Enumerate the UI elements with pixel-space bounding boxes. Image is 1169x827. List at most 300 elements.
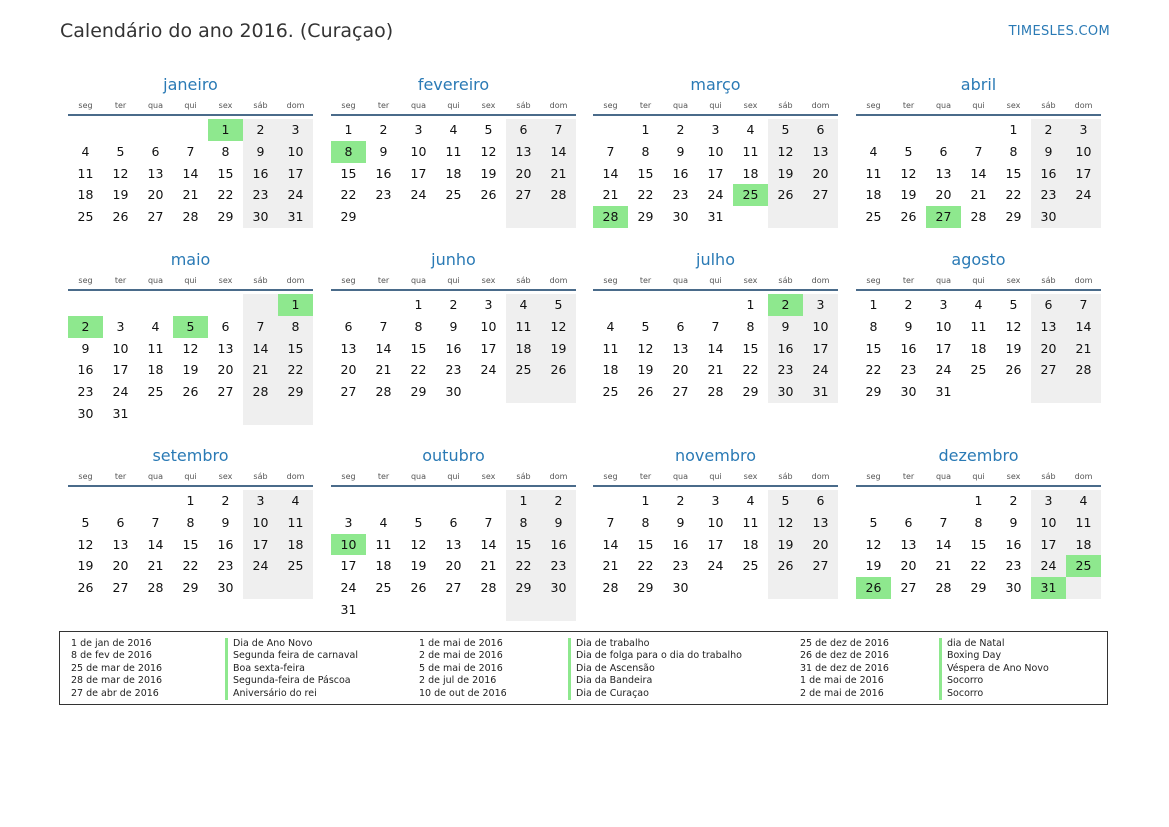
- day-cell: 15: [1005, 165, 1022, 181]
- legend-holiday-name: Véspera de Ano Novo: [947, 662, 1049, 674]
- day-cell: 7: [151, 514, 160, 530]
- empty-cell: [856, 119, 891, 141]
- day-cell: 22: [278, 359, 313, 381]
- day-cell: 15: [637, 536, 654, 552]
- month-abril: [856, 75, 1101, 228]
- legend-date: 8 de fev de 2016: [71, 650, 152, 662]
- empty-cell: [243, 294, 278, 316]
- day-cell: 11: [602, 340, 619, 356]
- empty-cell: [243, 577, 278, 599]
- weekday-label: ter: [114, 101, 127, 110]
- day-cell: 31: [707, 209, 724, 225]
- day-cell: 14: [707, 340, 724, 356]
- empty-cell: [628, 294, 663, 316]
- day-cell: 30: [1031, 206, 1066, 228]
- weekday-label: sex: [218, 276, 233, 285]
- day-cell: 30: [768, 381, 803, 403]
- day-cell: 27: [340, 384, 357, 400]
- day-cell: 3: [1066, 119, 1101, 141]
- empty-cell: [1066, 577, 1101, 599]
- site-link[interactable]: TIMESLES.COM: [1008, 24, 1110, 39]
- day-cell: 7: [379, 318, 388, 334]
- day-cell: 19: [768, 163, 803, 185]
- day-cell: 13: [900, 536, 917, 552]
- day-cell: 28: [147, 580, 164, 596]
- weekday-label: sáb: [516, 276, 531, 285]
- weekday-label: qui: [709, 101, 722, 110]
- day-cell: 10: [803, 316, 838, 338]
- weekday-label: dom: [1074, 276, 1093, 285]
- day-cell: 10: [707, 514, 724, 530]
- day-cell: 27: [672, 384, 689, 400]
- weekday-label: sáb: [516, 472, 531, 481]
- day-cell: 4: [606, 318, 615, 334]
- empty-cell: [856, 490, 891, 512]
- month-janeiro: [68, 75, 313, 228]
- month-name: novembro: [675, 446, 756, 465]
- day-cell: 25: [77, 209, 94, 225]
- day-cell: 3: [803, 294, 838, 316]
- day-cell: 20: [506, 163, 541, 185]
- weekday-label: seg: [866, 472, 881, 481]
- month-maio: [68, 250, 313, 425]
- day-cell: 9: [1009, 514, 1018, 530]
- day-cell: 19: [541, 338, 576, 360]
- day-cell: 16: [768, 338, 803, 360]
- day-cell: 15: [637, 165, 654, 181]
- weekday-label: sex: [481, 101, 496, 110]
- day-cell: 1: [414, 297, 423, 312]
- weekday-label: qui: [972, 276, 985, 285]
- month-março: [593, 75, 838, 228]
- day-cell: 8: [974, 514, 983, 530]
- day-cell: 14: [182, 165, 199, 181]
- weekday-label: qui: [709, 276, 722, 285]
- holiday-day: 2: [768, 294, 803, 316]
- empty-cell: [698, 294, 733, 316]
- empty-cell: [436, 599, 471, 621]
- empty-cell: [471, 490, 506, 512]
- day-cell: 29: [865, 384, 882, 400]
- weekday-label: qua: [410, 276, 427, 285]
- legend-names: [225, 638, 358, 700]
- weekday-label: ter: [902, 276, 915, 285]
- legend-holiday-name: Dia de trabalho: [576, 638, 650, 649]
- day-cell: 3: [116, 318, 125, 334]
- day-cell: 21: [243, 359, 278, 381]
- day-cell: 20: [935, 187, 952, 203]
- weekday-label: dom: [811, 276, 830, 285]
- legend-date: 25 de mar de 2016: [71, 662, 163, 674]
- day-cell: 20: [900, 558, 917, 574]
- day-cell: 23: [768, 359, 803, 381]
- day-cell: 12: [768, 141, 803, 163]
- weekday-header: [331, 99, 576, 116]
- day-cell: 9: [541, 512, 576, 534]
- weekday-label: dom: [286, 472, 305, 481]
- day-cell: 12: [77, 536, 94, 552]
- day-cell: 18: [445, 165, 462, 181]
- month-name: fevereiro: [417, 75, 490, 94]
- day-cell: 19: [77, 558, 94, 574]
- empty-cell: [891, 119, 926, 141]
- day-cell: 28: [182, 209, 199, 225]
- day-cell: 7: [711, 318, 720, 334]
- day-cell: 11: [375, 536, 392, 552]
- weekday-label: qui: [972, 101, 985, 110]
- day-cell: 8: [221, 143, 230, 159]
- empty-cell: [366, 206, 401, 228]
- day-cell: 9: [221, 514, 230, 530]
- day-cell: 29: [742, 384, 759, 400]
- empty-cell: [173, 294, 208, 316]
- holiday-day: 2: [68, 316, 103, 338]
- day-cell: 10: [410, 143, 427, 159]
- day-cell: 29: [1005, 209, 1022, 225]
- day-cell: 16: [375, 165, 392, 181]
- empty-cell: [436, 490, 471, 512]
- day-cell: 10: [243, 512, 278, 534]
- holiday-day: 28: [593, 206, 628, 228]
- day-cell: 27: [112, 580, 129, 596]
- holiday-day: 1: [278, 294, 313, 316]
- day-cell: 4: [974, 297, 983, 312]
- empty-cell: [506, 381, 541, 403]
- day-cell: 28: [1066, 359, 1101, 381]
- day-cell: 10: [1031, 512, 1066, 534]
- day-cell: 12: [865, 536, 882, 552]
- weekday-label: sáb: [1041, 276, 1056, 285]
- day-cell: 26: [480, 187, 497, 203]
- day-cell: 17: [935, 340, 952, 356]
- day-cell: 7: [243, 316, 278, 338]
- day-cell: 18: [742, 536, 759, 552]
- empty-cell: [506, 599, 541, 621]
- day-cell: 20: [1031, 338, 1066, 360]
- day-cell: 2: [449, 297, 458, 312]
- month-dezembro: [856, 446, 1101, 599]
- weekday-label: qua: [410, 472, 427, 481]
- weekday-label: seg: [78, 472, 93, 481]
- empty-cell: [768, 206, 803, 228]
- weekday-label: qua: [410, 101, 427, 110]
- day-cell: 15: [340, 165, 357, 181]
- day-cell: 30: [77, 405, 94, 421]
- empty-cell: [1066, 381, 1101, 403]
- legend-date: 1 de mai de 2016: [419, 638, 503, 649]
- legend-holiday-name: Aniversário do rei: [233, 687, 317, 699]
- day-cell: 27: [803, 555, 838, 577]
- legend-holiday-name: Dia de Ascensão: [576, 662, 655, 674]
- weekday-label: ter: [377, 101, 390, 110]
- day-cell: 27: [1031, 359, 1066, 381]
- day-cell: 5: [541, 294, 576, 316]
- day-cell: 17: [278, 163, 313, 185]
- day-cell: 28: [602, 580, 619, 596]
- day-cell: 18: [278, 534, 313, 556]
- day-cell: 6: [676, 318, 685, 334]
- weekday-label: dom: [549, 472, 568, 481]
- day-cell: 13: [803, 512, 838, 534]
- day-cell: 6: [803, 490, 838, 512]
- day-cell: 15: [742, 340, 759, 356]
- day-cell: 26: [410, 580, 427, 596]
- day-cell: 22: [865, 362, 882, 378]
- day-cell: 28: [970, 209, 987, 225]
- weekday-header: [593, 99, 838, 116]
- empty-cell: [68, 119, 103, 141]
- day-cell: 1: [1009, 122, 1018, 137]
- day-cell: 12: [637, 340, 654, 356]
- day-cell: 20: [147, 187, 164, 203]
- weekday-label: seg: [603, 276, 618, 285]
- day-cell: 25: [970, 362, 987, 378]
- day-cell: 16: [217, 536, 234, 552]
- weekday-label: sáb: [778, 276, 793, 285]
- day-cell: 15: [217, 165, 234, 181]
- day-cell: 11: [77, 165, 94, 181]
- day-cell: 15: [865, 340, 882, 356]
- legend-date: 31 de dez de 2016: [800, 662, 889, 674]
- day-cell: 29: [970, 580, 987, 596]
- day-cell: 29: [506, 577, 541, 599]
- day-cell: 12: [900, 165, 917, 181]
- holiday-day: 26: [856, 577, 891, 599]
- day-cell: 22: [637, 187, 654, 203]
- empty-cell: [471, 599, 506, 621]
- weekday-label: qui: [184, 101, 197, 110]
- legend-dates: [800, 638, 889, 700]
- day-cell: 19: [112, 187, 129, 203]
- day-cell: 8: [278, 316, 313, 338]
- weekday-label: seg: [866, 101, 881, 110]
- day-cell: 13: [217, 340, 234, 356]
- day-cell: 6: [803, 119, 838, 141]
- day-cell: 1: [344, 122, 353, 137]
- day-cell: 19: [900, 187, 917, 203]
- empty-cell: [138, 119, 173, 141]
- month-name: maio: [170, 250, 211, 269]
- empty-cell: [138, 294, 173, 316]
- weekday-label: dom: [1074, 472, 1093, 481]
- day-cell: 16: [672, 165, 689, 181]
- day-cell: 1: [746, 297, 755, 312]
- empty-cell: [698, 577, 733, 599]
- weekday-label: qua: [672, 101, 689, 110]
- day-cell: 5: [768, 490, 803, 512]
- day-cell: 2: [243, 119, 278, 141]
- day-cell: 15: [182, 536, 199, 552]
- weekday-header: [68, 470, 313, 487]
- day-cell: 21: [375, 362, 392, 378]
- weekday-header: [68, 274, 313, 291]
- day-cell: 29: [278, 381, 313, 403]
- day-cell: 21: [147, 558, 164, 574]
- day-cell: 14: [970, 165, 987, 181]
- day-cell: 30: [672, 580, 689, 596]
- day-cell: 27: [445, 580, 462, 596]
- day-cell: 19: [637, 362, 654, 378]
- day-cell: 31: [803, 381, 838, 403]
- day-cell: 25: [147, 384, 164, 400]
- weekday-label: dom: [811, 101, 830, 110]
- day-cell: 10: [278, 141, 313, 163]
- weekday-label: seg: [603, 472, 618, 481]
- day-cell: 7: [186, 143, 195, 159]
- empty-cell: [506, 206, 541, 228]
- day-cell: 5: [1009, 297, 1018, 312]
- day-cell: 9: [243, 141, 278, 163]
- empty-cell: [173, 403, 208, 425]
- day-cell: 4: [869, 143, 878, 159]
- empty-cell: [103, 294, 138, 316]
- day-cell: 11: [970, 318, 987, 334]
- weekday-label: dom: [549, 101, 568, 110]
- day-cell: 23: [217, 558, 234, 574]
- day-cell: 18: [970, 340, 987, 356]
- day-cell: 24: [1066, 184, 1101, 206]
- day-cell: 17: [410, 165, 427, 181]
- legend-date: 26 de dez de 2016: [800, 650, 889, 662]
- day-cell: 9: [81, 340, 90, 356]
- holiday-day: 27: [926, 206, 961, 228]
- day-cell: 23: [541, 555, 576, 577]
- day-cell: 29: [637, 580, 654, 596]
- day-cell: 18: [602, 362, 619, 378]
- day-cell: 5: [869, 514, 878, 530]
- empty-cell: [103, 490, 138, 512]
- empty-cell: [366, 490, 401, 512]
- weekday-label: qui: [447, 276, 460, 285]
- legend-dates: [71, 638, 162, 700]
- day-cell: 8: [641, 143, 650, 159]
- day-cell: 2: [676, 122, 685, 137]
- weekday-header: [68, 99, 313, 116]
- legend-date: 1 de jan de 2016: [71, 638, 152, 649]
- month-agosto: [856, 250, 1101, 403]
- day-cell: 29: [217, 209, 234, 225]
- day-cell: 9: [904, 318, 913, 334]
- weekday-header: [331, 470, 576, 487]
- empty-cell: [663, 294, 698, 316]
- day-cell: 22: [637, 558, 654, 574]
- day-cell: 10: [707, 143, 724, 159]
- weekday-label: dom: [1074, 101, 1093, 110]
- weekday-header: [593, 470, 838, 487]
- holiday-day: 25: [1066, 555, 1101, 577]
- day-cell: 25: [445, 187, 462, 203]
- day-cell: 26: [1005, 362, 1022, 378]
- day-cell: 24: [480, 362, 497, 378]
- legend-date: 5 de mai de 2016: [419, 662, 503, 674]
- weekday-label: sex: [481, 472, 496, 481]
- weekday-label: qui: [447, 101, 460, 110]
- day-cell: 17: [1031, 534, 1066, 556]
- day-cell: 1: [186, 493, 195, 508]
- day-cell: 22: [506, 555, 541, 577]
- holiday-day: 25: [733, 184, 768, 206]
- day-cell: 24: [410, 187, 427, 203]
- holiday-day: 5: [173, 316, 208, 338]
- day-cell: 12: [410, 536, 427, 552]
- day-cell: 25: [742, 558, 759, 574]
- day-cell: 4: [278, 490, 313, 512]
- weekday-label: sex: [743, 101, 758, 110]
- empty-cell: [68, 294, 103, 316]
- weekday-label: qua: [672, 472, 689, 481]
- empty-cell: [243, 403, 278, 425]
- day-cell: 4: [81, 143, 90, 159]
- weekday-label: seg: [78, 276, 93, 285]
- day-cell: 17: [112, 362, 129, 378]
- empty-cell: [593, 490, 628, 512]
- day-cell: 17: [1066, 163, 1101, 185]
- day-cell: 10: [112, 340, 129, 356]
- day-cell: 11: [506, 316, 541, 338]
- day-cell: 16: [1005, 536, 1022, 552]
- empty-cell: [926, 490, 961, 512]
- weekday-label: dom: [549, 276, 568, 285]
- weekday-label: qui: [184, 276, 197, 285]
- weekday-label: sex: [743, 472, 758, 481]
- day-cell: 11: [865, 165, 882, 181]
- day-cell: 4: [449, 122, 458, 137]
- day-cell: 2: [541, 490, 576, 512]
- weekday-label: seg: [603, 101, 618, 110]
- weekday-label: sex: [218, 472, 233, 481]
- day-cell: 8: [746, 318, 755, 334]
- weekday-label: sáb: [778, 472, 793, 481]
- day-cell: 30: [243, 206, 278, 228]
- day-cell: 5: [641, 318, 650, 334]
- day-cell: 14: [602, 536, 619, 552]
- weekday-label: sex: [218, 101, 233, 110]
- weekday-label: ter: [114, 472, 127, 481]
- day-cell: 28: [541, 184, 576, 206]
- day-cell: 11: [1066, 512, 1101, 534]
- day-cell: 14: [480, 536, 497, 552]
- day-cell: 3: [1031, 490, 1066, 512]
- weekday-label: ter: [639, 101, 652, 110]
- legend-date: 27 de abr de 2016: [71, 687, 159, 699]
- day-cell: 16: [541, 534, 576, 556]
- weekday-label: sáb: [778, 101, 793, 110]
- day-cell: 14: [147, 536, 164, 552]
- day-cell: 8: [506, 512, 541, 534]
- day-cell: 24: [707, 187, 724, 203]
- weekday-label: seg: [341, 276, 356, 285]
- day-cell: 6: [1031, 294, 1066, 316]
- month-name: setembro: [152, 446, 229, 465]
- month-novembro: [593, 446, 838, 599]
- weekday-label: dom: [286, 276, 305, 285]
- day-cell: 29: [340, 209, 357, 225]
- day-cell: 4: [746, 493, 755, 508]
- empty-cell: [803, 577, 838, 599]
- day-cell: 18: [742, 165, 759, 181]
- day-cell: 6: [939, 143, 948, 159]
- legend-holiday-name: Dia de Ano Novo: [233, 638, 313, 649]
- day-cell: 23: [900, 362, 917, 378]
- holiday-day: 10: [331, 534, 366, 556]
- day-cell: 26: [768, 555, 803, 577]
- day-cell: 31: [112, 405, 129, 421]
- day-cell: 24: [935, 362, 952, 378]
- day-cell: 17: [243, 534, 278, 556]
- day-cell: 16: [243, 163, 278, 185]
- weekday-label: qua: [935, 472, 952, 481]
- day-cell: 6: [449, 514, 458, 530]
